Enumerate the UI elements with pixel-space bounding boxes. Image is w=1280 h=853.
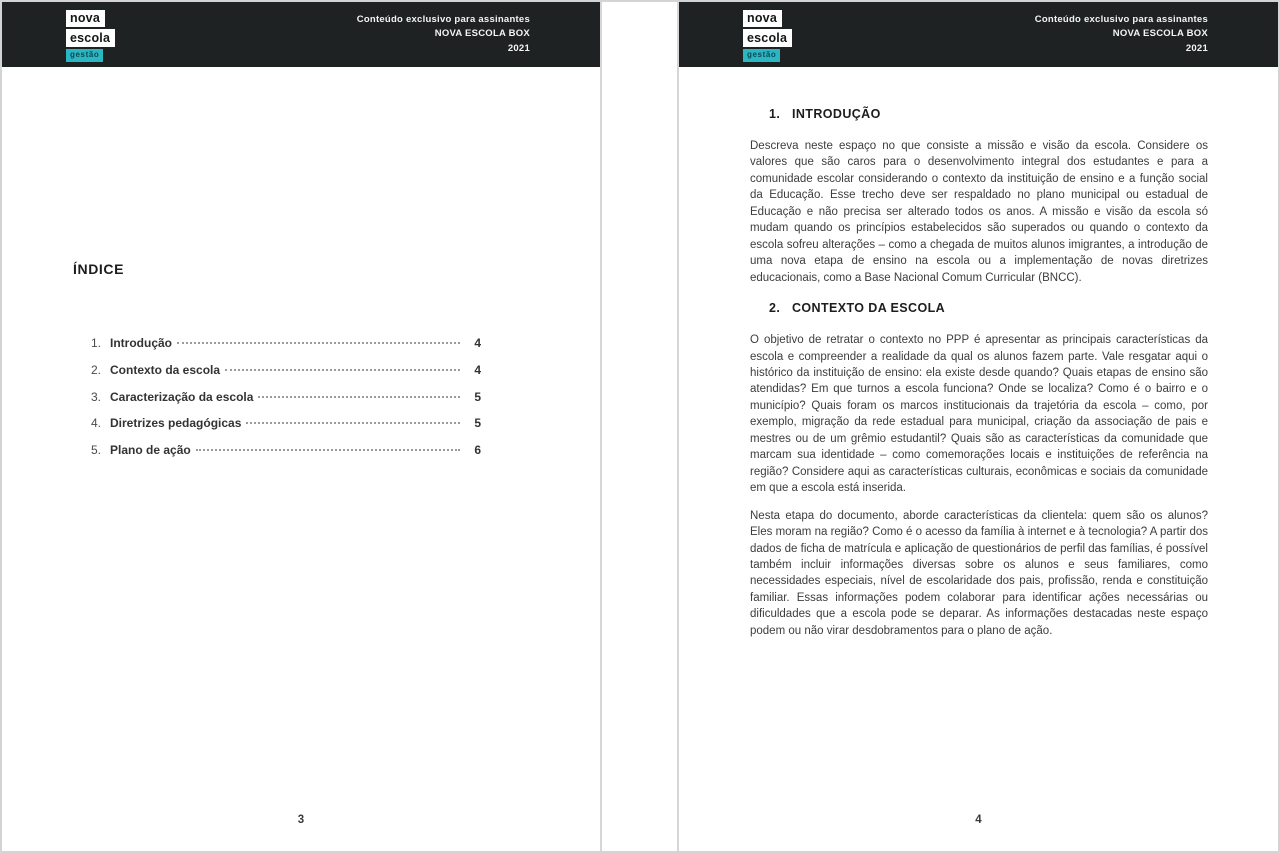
section-number: 1. [769,107,781,121]
toc-entry-number: 4. [91,416,102,431]
body-paragraph: Nesta etapa do documento, aborde características da clientela: quem são os alunos? Eles moram na região? Como é o acesso da família à internet e à tecnologia? A partir dos dados de ficha de matrícula e aplicação de questionários de perfil das famílias, é possível também incluir informações diversas sobre os alunos e seus familiares, como necessidades especiais, nível de escolaridade dos pais, profissão, renda e constituição familiar. Essas informações podem colaborar para identificar ações necessárias ou dificuldades que a escola pode se deparar. As informações destacadas neste espaço podem ou não virar desdobramentos para o plano de ação. [750,509,1208,637]
toc-row-introducao [91,336,481,363]
body-paragraph: O objetivo de retratar o contexto no PPP é apresentar as principais características da escola e compreender a realidade da qual os alunos fazem parte. Vale resgatar aqui o histórico da instituição de ensino: ela existe desde quando? Quais etapas de ensino são atendidas? Em que turnos a escola funciona? Onde se localiza? Como é o bairro e o município? Quais foram os marcos institucionais da trajetória da escola – como, por exemplo, migração da rede estadual para municipal, criação da associação de pais e mestres ou de um grêmio estudantil? Quais são as características da comunidade que marcam sua identidade – como comemorações locais e instituições de referência na região? Considere aqui as características culturais, econômicas e sociais da comunidade em que a escola está inserida. [750,334,1208,495]
toc-entry-number: 2. [91,362,102,377]
section-title: CONTEXTO DA ESCOLA [792,301,946,316]
header-meta-line-2: NOVA ESCOLA BOX [1112,28,1208,40]
toc-entry-label: Diretrizes pedagógicas [110,416,242,431]
header-meta-line-3: 2021 [1185,42,1208,54]
header-meta-block [357,13,530,57]
header-meta-line-1: Conteúdo exclusivo para assinantes [356,13,530,25]
header-meta-block [1035,13,1208,57]
table-of-contents [91,336,481,470]
page-header [2,2,600,67]
nova-escola-gestao-logo [66,10,115,62]
toc-entry-number: 1. [91,336,102,350]
toc-dotted-leader [258,396,460,398]
section-heading [769,301,1208,315]
section-contexto-da-escola [750,301,1208,639]
toc-dotted-leader [177,342,460,344]
logo-badge-gestao: gestão [743,49,780,62]
toc-entry-page: 5 [474,416,481,431]
toc-dotted-leader [225,369,460,371]
toc-entry-label: Plano de ação [110,443,191,458]
logo-word-nova: nova [66,10,105,28]
toc-entry-page: 4 [474,336,481,350]
toc-dotted-leader [196,449,460,451]
toc-entry-label: Caracterização da escola [110,389,254,404]
logo-word-nova: nova [743,10,782,28]
header-meta-line-3: 2021 [507,42,530,54]
toc-dotted-leader [246,422,460,424]
page-number: 4 [975,814,982,826]
section-title: INTRODUÇÃO [792,107,881,121]
page-body-content [750,107,1208,654]
document-page-3 [2,2,602,851]
toc-row-plano-de-acao [91,443,481,470]
page-number: 3 [297,814,305,826]
page-header [679,2,1278,67]
toc-entry-page: 4 [474,362,481,377]
toc-row-caracterizacao-da-escola [91,390,481,417]
toc-entry-number: 5. [91,443,102,458]
toc-entry-label: Introdução [110,336,172,350]
toc-row-contexto-da-escola [91,363,481,390]
logo-word-escola: escola [66,29,115,47]
logo-word-escola: escola [743,29,792,47]
section-introducao [750,107,1208,286]
document-page-4 [677,2,1278,851]
logo-badge-gestao: gestão [66,49,103,62]
toc-entry-page: 5 [474,389,481,404]
body-paragraph: Descreva neste espaço no que consiste a missão e visão da escola. Considere os valores que são caros para o desenvolvimento integral dos estudantes e para a comunidade escolar considerando o contexto da instituição de ensino e a função social da Educação. Esse trecho deve ser respaldado no plano municipal ou estadual de Educação e não precisa ser alterado todos os anos. A missão e visão da escola só mudam quando os princípios estabelecidos são superados ou quando o contexto da escola sofreu alterações – como a chegada de muitos alunos imigrantes, a introdução de uma nova etapa de ensino na escola ou a implementação de novas diretrizes educacionais, como a Base Nacional Comum Curricular (BNCC). [750,140,1208,284]
toc-row-diretrizes-pedagogicas [91,416,481,443]
toc-entry-page: 6 [474,443,481,458]
index-title: ÍNDICE [73,261,125,277]
nova-escola-gestao-logo [743,10,792,62]
section-number: 2. [769,301,781,316]
header-meta-line-1: Conteúdo exclusivo para assinantes [1034,13,1208,25]
section-heading [769,107,1208,121]
header-meta-line-2: NOVA ESCOLA BOX [434,28,530,40]
toc-entry-number: 3. [91,389,102,404]
toc-entry-label: Contexto da escola [110,362,221,377]
